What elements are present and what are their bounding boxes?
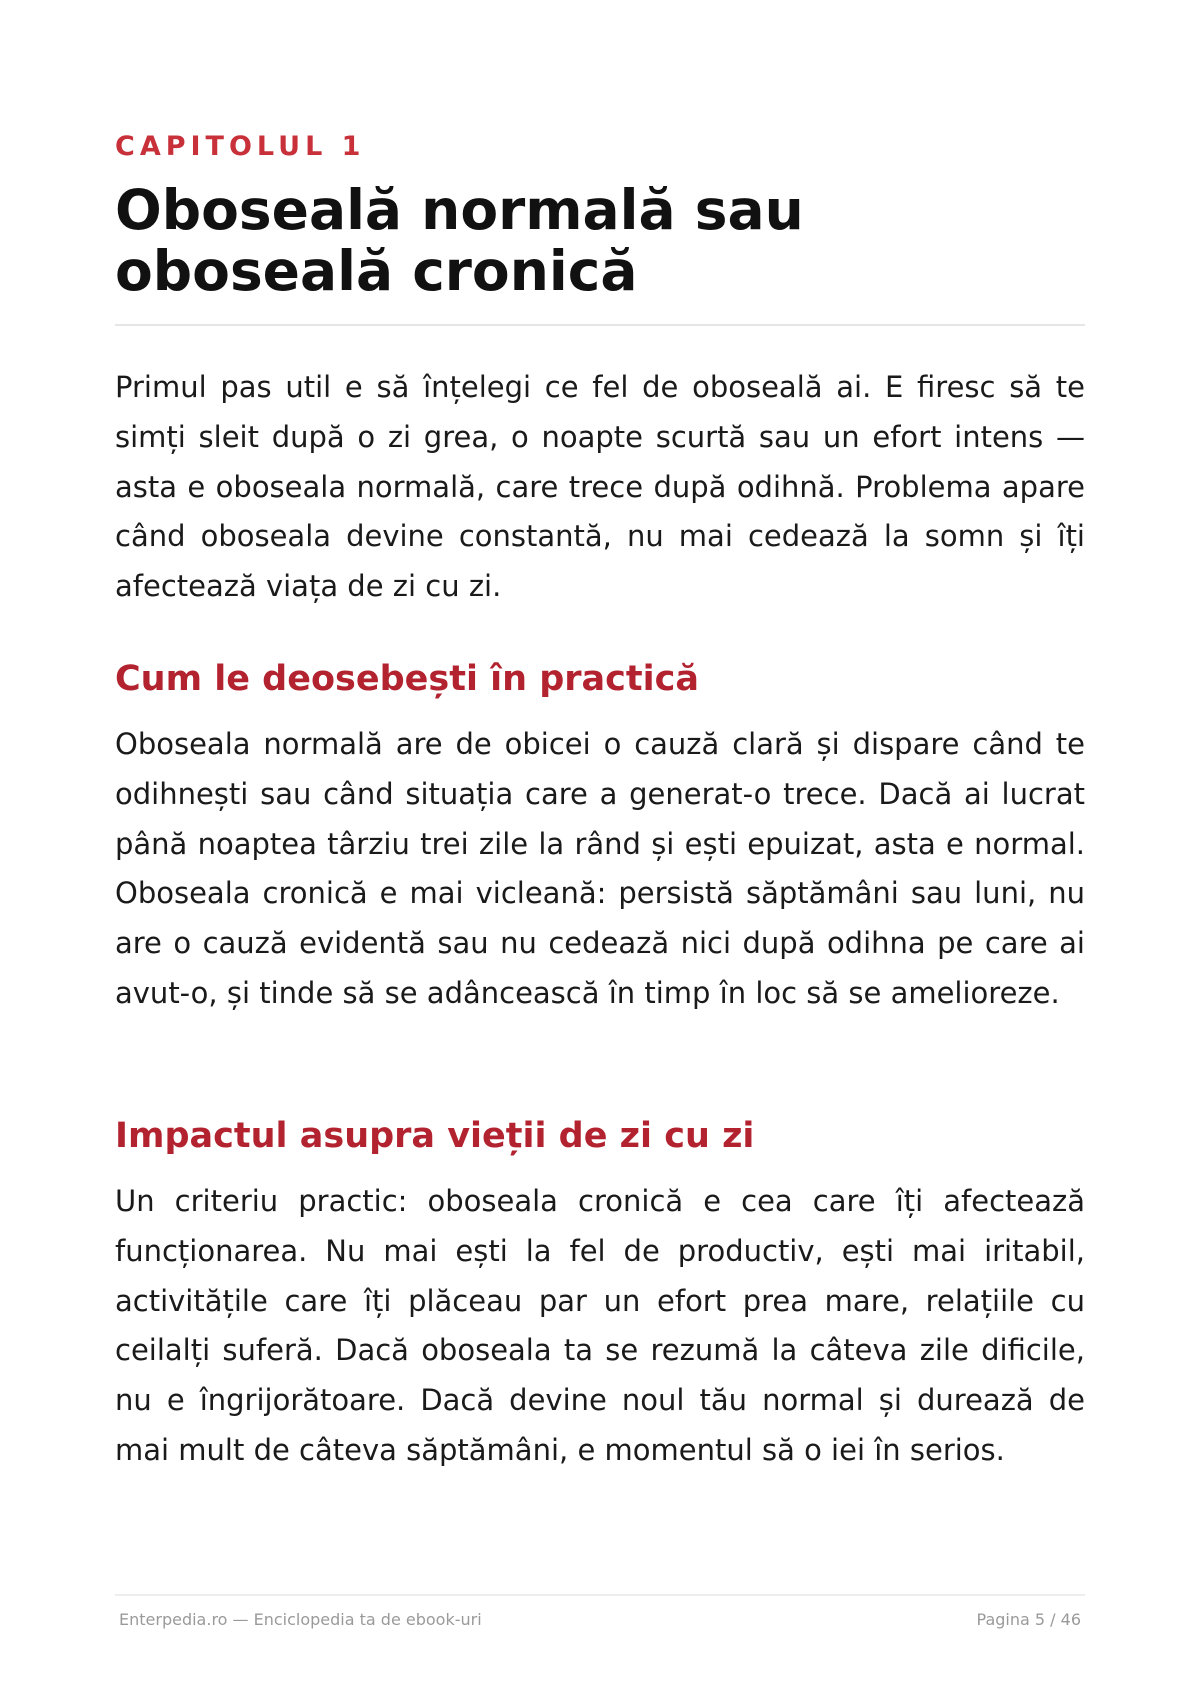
chapter-title: Oboseală normală sau oboseală cronică — [115, 178, 804, 303]
footer-page-number: Pagina 5 / 46 — [976, 1610, 1081, 1629]
footer-publisher: Enterpedia.ro — Enciclopedia ta de ebook-uri — [119, 1610, 482, 1629]
document-page — [115, 0, 1085, 1683]
chapter-label: CAPITOLUL 1 — [115, 131, 366, 162]
section-paragraph-practice: Oboseala normală are de obicei o cauză clară și dispare când te odihnești sau când situația care a generat-o trece. Dacă ai lucrat până noaptea târziu trei zile la rând și ești epuizat, asta e normal. Oboseala cronică e mai vicleană: persistă săptămâni sau luni, nu are o cauză evidentă sau nu cedează nici după odihna pe care ai avut-o, și tinde să se adâncească în timp în loc să se amelioreze. — [115, 727, 1085, 1010]
section-paragraph-impact: Un criteriu practic: oboseala cronică e cea care îți afectează funcționarea. Nu mai ești la fel de productiv, ești mai iritabil, activitățile care îți plăceau par un efort prea mare, relațiile cu ceilalți suferă. Dacă oboseala ta se rezumă la câteva zile dificile, nu e îngrijorătoare. Dacă devine noul tău normal și durează de mai mult de câteva săptămâni, e momentul să o iei în serios. — [115, 1184, 1085, 1467]
intro-paragraph: Primul pas util e să înțelegi ce fel de oboseală ai. E firesc să te simți sleit după o zi grea, o noapte scurtă sau un efort intens — asta e oboseala normală, care trece după odihnă. Problema apare când oboseala devine constantă, nu mai cedează la somn și îți afectează viața de zi cu zi. — [115, 370, 1085, 604]
section-heading-practice: Cum le deosebești în practică — [115, 659, 699, 699]
footer-divider — [115, 1594, 1085, 1596]
section-heading-impact: Impactul asupra vieții de zi cu zi — [115, 1116, 755, 1156]
title-divider — [115, 324, 1085, 326]
